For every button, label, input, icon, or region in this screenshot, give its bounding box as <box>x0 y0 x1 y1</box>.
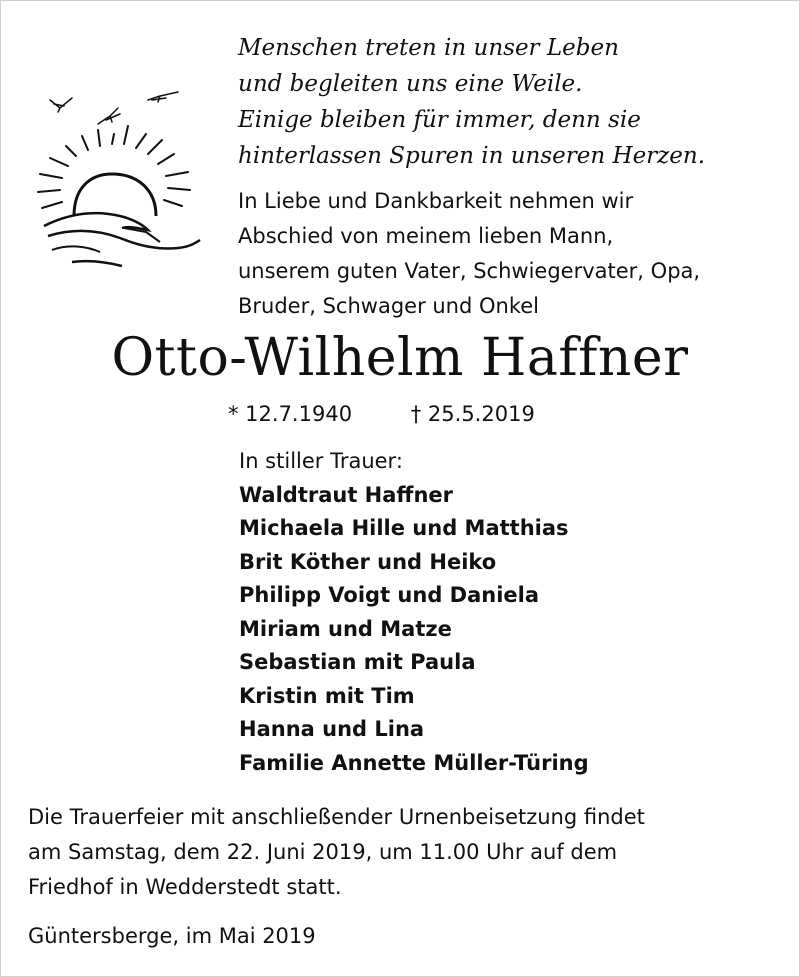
mourner-name: Sebastian mit Paula <box>239 650 476 674</box>
deceased-name: Otto-Wilhelm Haffner <box>111 328 689 388</box>
mourner-name: Miriam und Matze <box>239 616 452 641</box>
mourners-list <box>239 445 589 780</box>
poem <box>238 30 783 174</box>
intro-line: In Liebe und Dankbarkeit nehmen wir <box>238 189 634 213</box>
mourner-name: Michaela Hille und Matthias <box>239 516 569 540</box>
mourner-name: Hanna und Lina <box>239 717 425 741</box>
service-line: Die Trauerfeier mit anschließender Urnenbeisetzung findet <box>28 805 645 829</box>
place-date: Güntersberge, im Mai 2019 <box>28 924 316 948</box>
life-dates <box>228 397 535 431</box>
poem-line: Einige bleiben für immer, denn sie <box>238 107 641 133</box>
service-line: am Samstag, dem 22. Juni 2019, um 11.00 Uhr auf dem <box>28 840 618 864</box>
mourner-name: Waldtraut Haffner <box>239 482 453 507</box>
mourner-name: Philipp Voigt und Daniela <box>239 583 540 607</box>
intro-line: Bruder, Schwager und Onkel <box>238 294 540 318</box>
service-line: Friedhof in Wedderstedt statt. <box>28 875 342 899</box>
mourner-name: Familie Annette Müller-Türing <box>239 750 589 775</box>
intro-line: Abschied von meinem lieben Mann, <box>238 224 614 248</box>
mourner-name: Brit Köther und Heiko <box>239 549 497 574</box>
mourner-name: Kristin mit Tim <box>239 683 415 708</box>
poem-line: Menschen treten in unser Leben <box>238 35 619 61</box>
intro-line: unserem guten Vater, Schwiegervater, Opa, <box>238 259 701 283</box>
service-info <box>28 800 788 905</box>
poem-line: und begleiten uns eine Weile. <box>238 71 583 97</box>
intro-text <box>238 184 788 324</box>
birth-date: * 12.7.1940 <box>228 402 353 426</box>
death-date: † 25.5.2019 <box>410 402 535 426</box>
sunset-birds-icon <box>28 78 208 278</box>
poem-line: hinterlassen Spuren in unseren Herzen. <box>238 143 706 169</box>
mourning-heading: In stiller Trauer: <box>239 449 403 473</box>
